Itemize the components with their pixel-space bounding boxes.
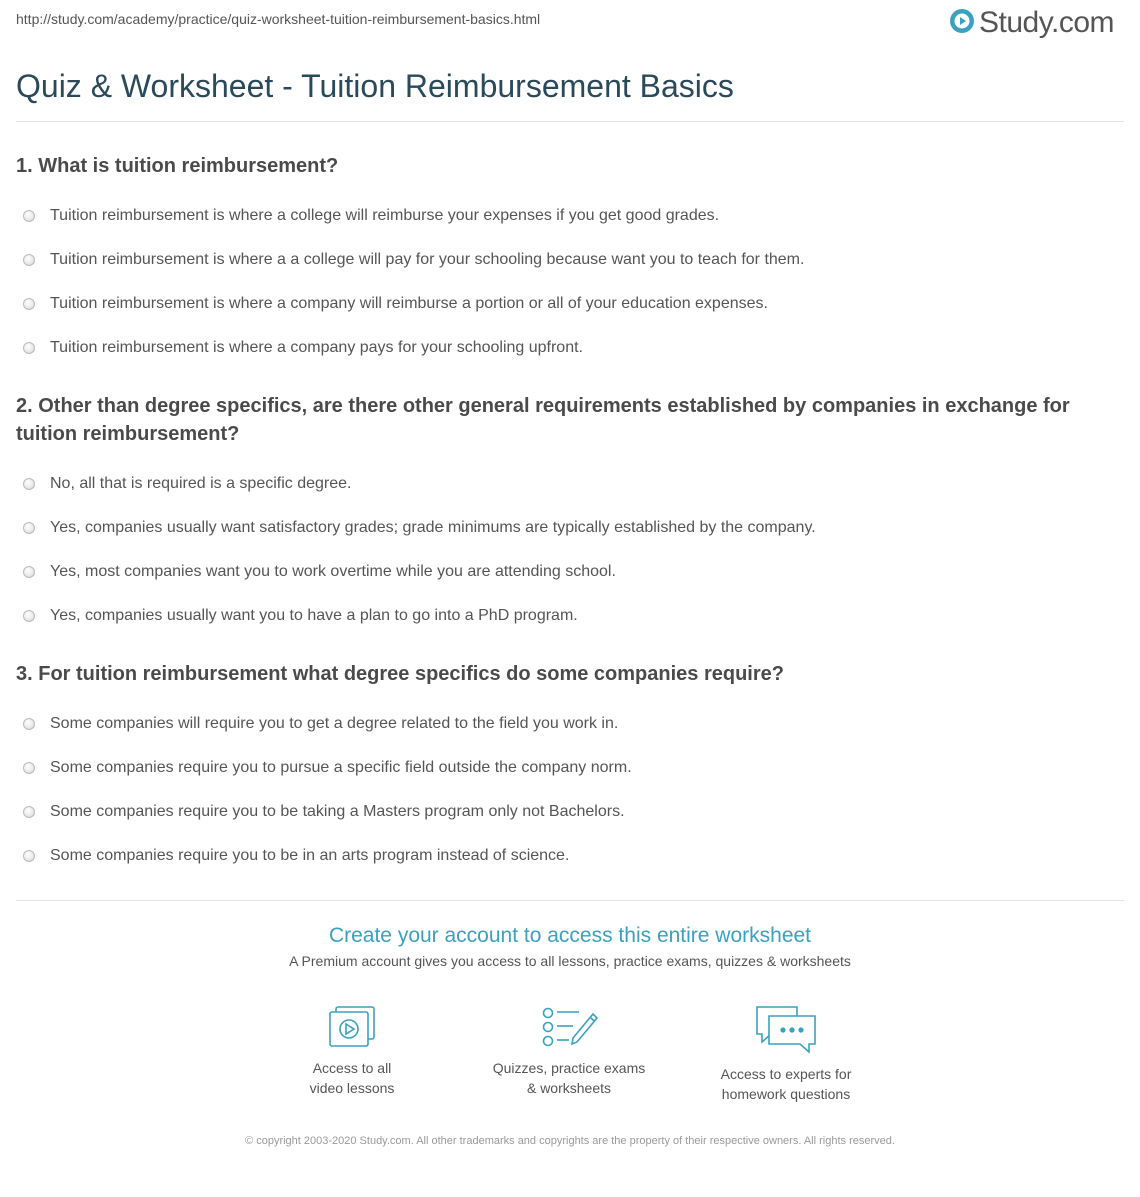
answer-option[interactable]: [16, 282, 1124, 326]
cta-subtitle: A Premium account gives you access to all lessons, practice exams, quizzes & worksheets: [289, 953, 851, 969]
answer-options: [16, 702, 1124, 878]
radio-icon[interactable]: [23, 850, 35, 862]
answer-text: No, all that is required is a specific degree.: [50, 475, 352, 492]
answer-text: Tuition reimbursement is where a a college will pay for your schooling because want you to teach for them.: [50, 251, 805, 268]
question-list: [16, 152, 1124, 878]
answer-text: Some companies will require you to get a degree related to the field you work in.: [50, 715, 619, 732]
answer-text: Some companies require you to be in an arts program instead of science.: [50, 847, 570, 864]
radio-icon[interactable]: [23, 610, 35, 622]
feature-experts: [686, 1004, 886, 1104]
answer-option[interactable]: [16, 790, 1124, 834]
answer-option[interactable]: [16, 702, 1124, 746]
cta-title[interactable]: Create your account to access this entire worksheet: [328, 924, 812, 947]
radio-icon[interactable]: [23, 298, 35, 310]
answer-text: Tuition reimbursement is where a college will reimburse your expenses if you get good grades.: [50, 207, 720, 224]
copyright-text: © copyright 2003-2020 Study.com. All other trademarks and copyrights are the property of their respective owners. All rights reserved.: [245, 1135, 895, 1147]
play-circle-icon: [949, 8, 975, 39]
answer-text: Tuition reimbursement is where a company will reimburse a portion or all of your education expenses.: [50, 295, 768, 312]
answer-option[interactable]: [16, 238, 1124, 282]
radio-icon[interactable]: [23, 566, 35, 578]
feature-label: Quizzes, practice exams & worksheets: [492, 1060, 646, 1096]
radio-icon[interactable]: [23, 342, 35, 354]
question-text: 1. What is tuition reimbursement?: [16, 155, 339, 177]
chat-bubbles-icon: [686, 1004, 886, 1056]
page-url: http://study.com/academy/practice/quiz-worksheet-tuition-reimbursement-basics.html: [16, 11, 541, 27]
answer-text: Some companies require you to pursue a specific field outside the company norm.: [50, 759, 632, 776]
answer-text: Yes, companies usually want satisfactory grades; grade minimums are typically established by the company.: [50, 519, 816, 536]
radio-icon[interactable]: [23, 718, 35, 730]
question-3: [16, 660, 1124, 878]
answer-option[interactable]: [16, 834, 1124, 878]
page-title: Quiz & Worksheet - Tuition Reimbursement Basics: [16, 68, 734, 104]
cta-divider: [16, 900, 1124, 901]
answer-text: Tuition reimbursement is where a company pays for your schooling upfront.: [50, 339, 583, 356]
question-text: 3. For tuition reimbursement what degree specifics do some companies require?: [16, 663, 784, 685]
answer-option[interactable]: [16, 462, 1124, 506]
feature-label: Access to experts for homework questions: [720, 1066, 852, 1102]
radio-icon[interactable]: [23, 806, 35, 818]
question-1: [16, 152, 1124, 370]
logo-text: Study.com: [979, 6, 1114, 39]
answer-option[interactable]: [16, 746, 1124, 790]
radio-icon[interactable]: [23, 254, 35, 266]
answer-option[interactable]: [16, 194, 1124, 238]
feature-label: Access to all video lessons: [309, 1060, 395, 1096]
answer-option[interactable]: [16, 326, 1124, 370]
answer-option[interactable]: [16, 550, 1124, 594]
answer-option[interactable]: [16, 594, 1124, 638]
title-divider: [16, 121, 1124, 122]
question-text: 2. Other than degree specifics, are there other general requirements established by companies in exchange for tuition reimbursement?: [16, 395, 1070, 445]
video-lessons-icon: [252, 1004, 452, 1050]
answer-text: Yes, companies usually want you to have a plan to go into a PhD program.: [50, 607, 578, 624]
feature-video-lessons: [252, 1004, 452, 1098]
answer-option[interactable]: [16, 506, 1124, 550]
quiz-checklist-icon: [469, 1004, 669, 1050]
answer-text: Some companies require you to be taking a Masters program only not Bachelors.: [50, 803, 625, 820]
answer-options: [16, 462, 1124, 638]
answer-options: [16, 194, 1124, 370]
answer-text: Yes, most companies want you to work overtime while you are attending school.: [50, 563, 616, 580]
question-2: [16, 392, 1124, 638]
feature-quizzes: [469, 1004, 669, 1098]
radio-icon[interactable]: [23, 478, 35, 490]
radio-icon[interactable]: [23, 762, 35, 774]
radio-icon[interactable]: [23, 522, 35, 534]
study-logo[interactable]: [949, 6, 1114, 40]
radio-icon[interactable]: [23, 210, 35, 222]
